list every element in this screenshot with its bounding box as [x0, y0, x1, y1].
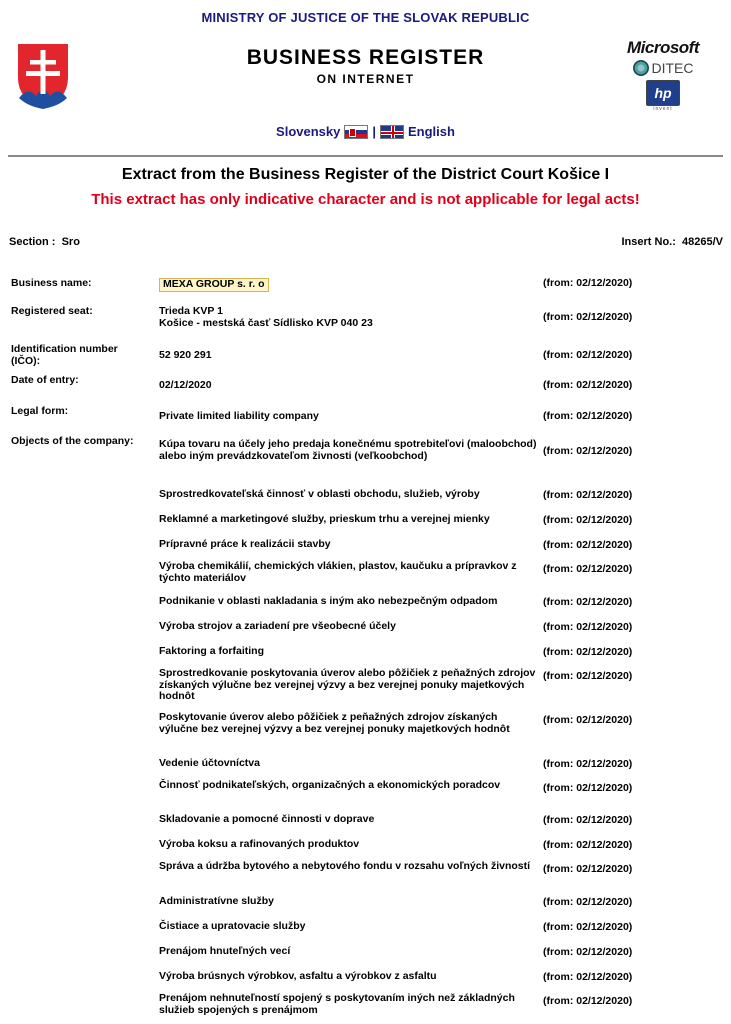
- entry-label: Business name:: [11, 277, 92, 289]
- hp-logo: hp: [646, 80, 680, 106]
- entry-from: (from: 02/12/2020): [543, 349, 633, 361]
- uk-flag-icon[interactable]: [380, 125, 404, 139]
- ditec-logo-icon: [633, 60, 649, 76]
- section-value: Sro: [61, 236, 80, 248]
- entry-label: Identification number (IČO):: [11, 343, 118, 367]
- entry-value: Administratívne služby: [159, 895, 274, 907]
- business-name-value: MEXA GROUP s. r. o: [159, 278, 269, 292]
- register-title: BUSINESS REGISTER: [246, 46, 485, 69]
- entry-from: (from: 02/12/2020): [543, 921, 633, 933]
- section-info: [9, 236, 80, 248]
- entry-from: (from: 02/12/2020): [543, 621, 633, 633]
- lang-english-link[interactable]: English: [408, 124, 455, 139]
- entry-value: Prenájom nehnuteľností spojený s poskytovaním iných než základných služieb spojených s prenájmom: [159, 992, 515, 1016]
- ditec-logo-text: DITEC: [651, 60, 694, 76]
- entry-from: (from: 02/12/2020): [543, 445, 633, 457]
- entry-value: Trieda KVP 1: [159, 305, 224, 317]
- insert-value: 48265/V: [682, 236, 723, 248]
- entry-from: (from: 02/12/2020): [543, 489, 633, 501]
- entry-from: (from: 02/12/2020): [543, 277, 633, 289]
- header-divider: [8, 155, 723, 157]
- entry-value: Podnikanie v oblasti nakladania s iným ako nebezpečným odpadom: [159, 595, 498, 607]
- hp-logo-tagline: invent: [653, 106, 673, 112]
- sponsor-logos: [613, 38, 713, 112]
- slovak-flag-icon[interactable]: [344, 125, 368, 139]
- entry-from: (from: 02/12/2020): [543, 563, 633, 575]
- register-subtitle: ON INTERNET: [316, 72, 415, 86]
- entry-from: (from: 02/12/2020): [543, 839, 633, 851]
- entry-from: (from: 02/12/2020): [543, 410, 633, 422]
- ditec-logo: [613, 60, 713, 76]
- entry-value: Vedenie účtovníctva: [159, 757, 260, 769]
- entry-value: Činnosť podnikateľských, organizačných a ekonomických poradcov: [159, 779, 501, 791]
- lang-slovak-link[interactable]: Slovensky: [276, 124, 341, 139]
- entry-value: Výroba brúsnych výrobkov, asfaltu a výrobkov z asfaltu: [159, 970, 437, 982]
- entry-from: (from: 02/12/2020): [543, 995, 633, 1007]
- entry-value: Výroba chemikálií, chemických vlákien, plastov, kaučuku a prípravkov z týchto materiálov: [159, 560, 517, 584]
- entry-from: (from: 02/12/2020): [543, 782, 633, 794]
- entry-from: (from: 02/12/2020): [543, 863, 633, 875]
- entry-value: Výroba koksu a rafinovaných produktov: [159, 838, 360, 850]
- language-switcher: [0, 124, 731, 139]
- insert-info: [621, 236, 723, 248]
- entry-from: (from: 02/12/2020): [543, 596, 633, 608]
- entry-value: Poskytovanie úverov alebo pôžičiek z peňažných zdrojov získaných výlučne bez verejnej výzvy a bez verejnej ponuky majetkových hodnôt: [159, 711, 510, 735]
- entry-from: (from: 02/12/2020): [543, 311, 633, 323]
- entry-value: Čistiace a upratovacie služby: [159, 920, 306, 932]
- extract-warning: This extract has only indicative character and is not applicable for legal acts!: [91, 191, 640, 208]
- entry-from: (from: 02/12/2020): [543, 814, 633, 826]
- entry-label: Objects of the company:: [11, 435, 134, 447]
- insert-label: Insert No.:: [621, 236, 676, 248]
- entry-from: (from: 02/12/2020): [543, 714, 633, 726]
- entry-value: Skladovanie a pomocné činnosti v doprave: [159, 813, 375, 825]
- entry-from: (from: 02/12/2020): [543, 379, 633, 391]
- entry-value: Reklamné a marketingové služby, prieskum trhu a verejnej mienky: [159, 513, 490, 525]
- entry-label: Legal form:: [11, 405, 69, 417]
- entry-value: Správa a údržba bytového a nebytového fondu v rozsahu voľných živností: [159, 860, 531, 872]
- entry-label: Registered seat:: [11, 305, 93, 317]
- entry-value: Prenájom hnuteľných vecí: [159, 945, 291, 957]
- entry-value: Kúpa tovaru na účely jeho predaja konečnému spotrebiteľovi (maloobchod) alebo iným prevádzkovateľom živnosti (veľkoobchod): [159, 438, 537, 462]
- entry-label: Date of entry:: [11, 374, 79, 386]
- section-label: Section :: [9, 236, 56, 248]
- entry-value-line2: Košice - mestská časť Sídlisko KVP 040 23: [159, 316, 373, 329]
- entry-from: (from: 02/12/2020): [543, 670, 633, 682]
- entry-from: (from: 02/12/2020): [543, 646, 633, 658]
- entry-value: Private limited liability company: [159, 410, 319, 422]
- entry-value: Výroba strojov a zariadení pre všeobecné účely: [159, 620, 396, 632]
- entry-from: (from: 02/12/2020): [543, 896, 633, 908]
- lang-separator: |: [372, 124, 376, 139]
- entry-from: (from: 02/12/2020): [543, 946, 633, 958]
- ministry-heading: MINISTRY OF JUSTICE OF THE SLOVAK REPUBLIC: [201, 10, 530, 25]
- entry-value: Sprostredkovateľská činnosť v oblasti obchodu, služieb, výroby: [159, 488, 480, 500]
- entry-value: Sprostredkovanie poskytovania úverov alebo pôžičiek z peňažných zdrojov získaných výlučne bez verejnej výzvy a bez verejnej ponuky majetkových hodnôt: [159, 667, 536, 702]
- entry-from: (from: 02/12/2020): [543, 971, 633, 983]
- entry-value: Prípravné práce k realizácii stavby: [159, 538, 331, 550]
- entry-from: (from: 02/12/2020): [543, 539, 633, 551]
- entry-from: (from: 02/12/2020): [543, 758, 633, 770]
- entry-value: Faktoring a forfaiting: [159, 645, 264, 657]
- entry-from: (from: 02/12/2020): [543, 514, 633, 526]
- extract-title: Extract from the Business Register of the District Court Košice I: [121, 166, 610, 183]
- entry-value: 02/12/2020: [159, 379, 212, 391]
- entry-value: 52 920 291: [159, 349, 212, 361]
- microsoft-logo: Microsoft: [627, 38, 699, 57]
